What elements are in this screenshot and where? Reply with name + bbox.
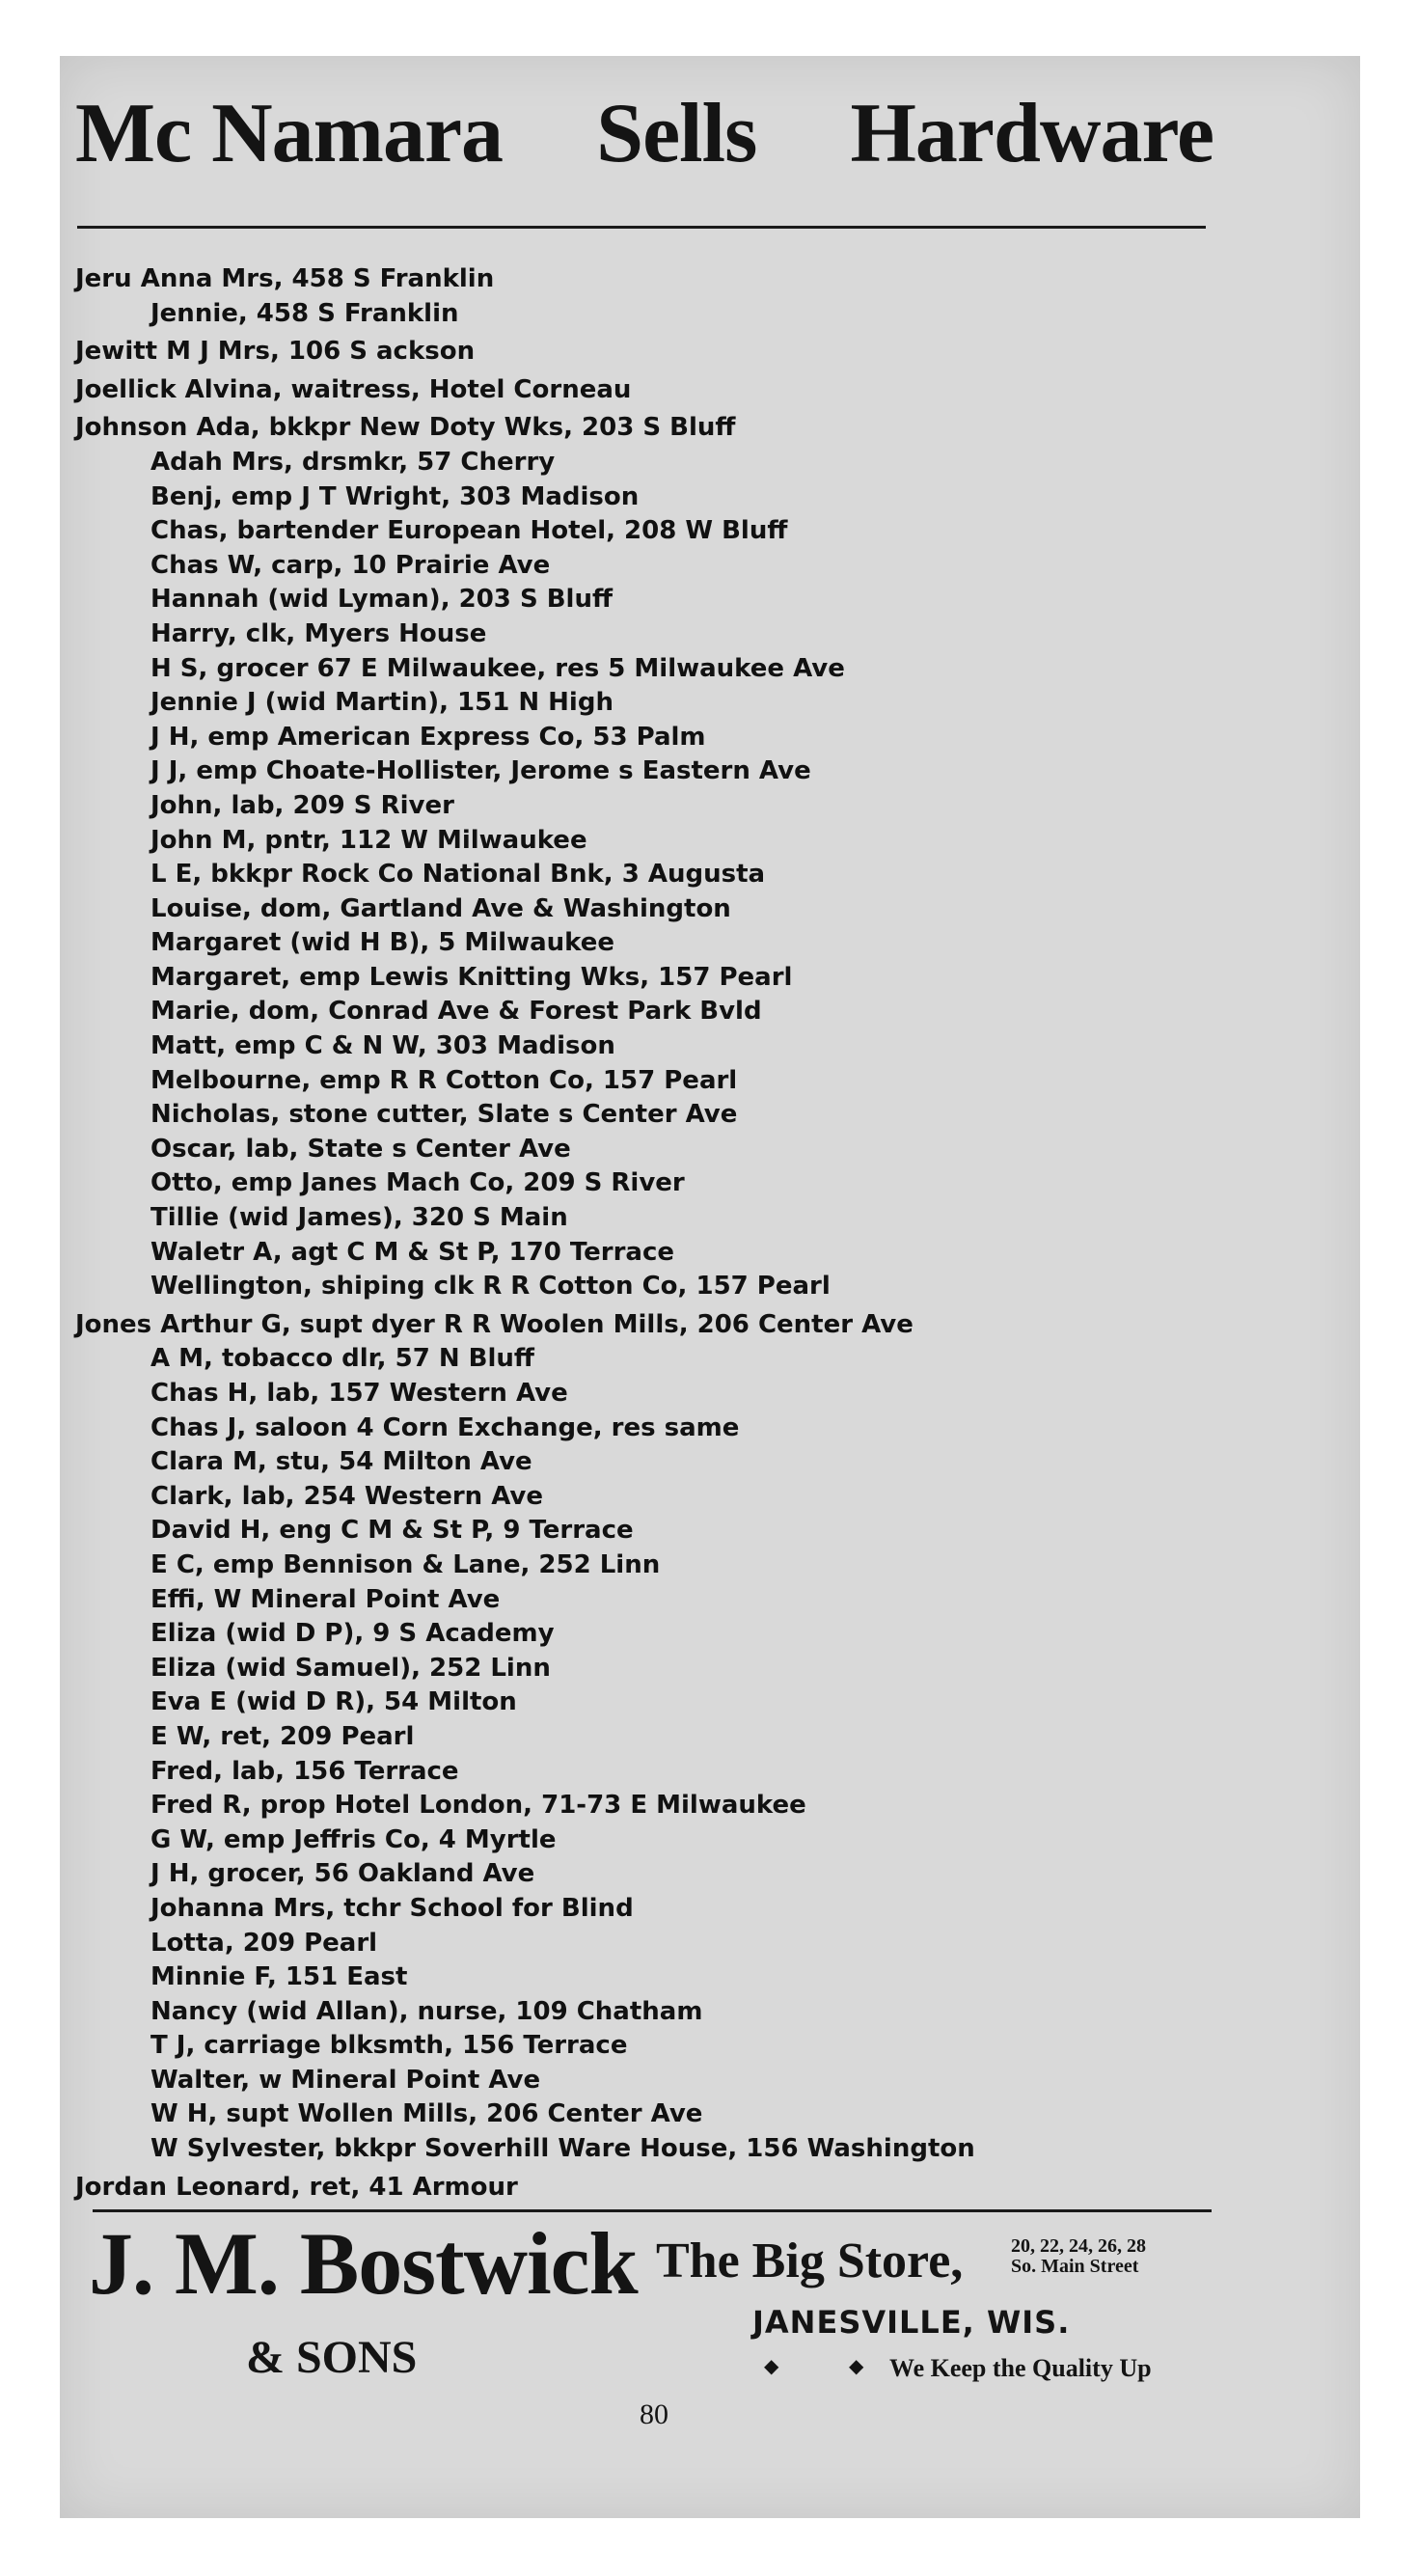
directory-sub-entry: Eva E (wid D R), 54 Milton [150, 1687, 517, 1717]
directory-sub-entry: Waletr A, agt C M & St P, 170 Terrace [150, 1237, 674, 1267]
directory-sub-entry: Fred R, prop Hotel London, 71-73 E Milwaukee [150, 1791, 806, 1821]
directory-sub-entry: E W, ret, 209 Pearl [150, 1721, 415, 1751]
header-word-1: Mc Namara [75, 87, 504, 180]
directory-entry: Jeru Anna Mrs, 458 S Franklin [75, 264, 495, 293]
directory-sub-entry: E C, emp Bennison & Lane, 252 Linn [150, 1549, 661, 1579]
directory-sub-entry: J H, grocer, 56 Oakland Ave [150, 1859, 535, 1889]
directory-sub-entry: Walter, w Mineral Point Ave [150, 2065, 541, 2095]
directory-sub-entry: J H, emp American Express Co, 53 Palm [150, 722, 706, 752]
ornament-icon: ◆ [849, 2356, 864, 2377]
directory-sub-entry: Benj, emp J T Wright, 303 Madison [150, 481, 640, 511]
directory-sub-entry: Oscar, lab, State s Center Ave [150, 1134, 571, 1164]
directory-entry: Johnson Ada, bkkpr New Doty Wks, 203 S Bluff [75, 413, 736, 443]
directory-sub-entry: Effi, W Mineral Point Ave [150, 1584, 501, 1614]
directory-entry: Joellick Alvina, waitress, Hotel Corneau [75, 374, 632, 404]
directory-sub-entry: Melbourne, emp R R Cotton Co, 157 Pearl [150, 1065, 738, 1095]
directory-entry: Jewitt M J Mrs, 106 S ackson [75, 337, 476, 367]
ad-slogan: We Keep the Quality Up [889, 2354, 1152, 2382]
directory-sub-entry: Johanna Mrs, tchr School for Blind [150, 1893, 634, 1923]
header-divider [77, 226, 1206, 229]
directory-sub-entry: Fred, lab, 156 Terrace [150, 1756, 459, 1786]
directory-sub-entry: W H, supt Wollen Mills, 206 Center Ave [150, 2099, 703, 2129]
directory-sub-entry: L E, bkkpr Rock Co National Bnk, 3 Augusta [150, 860, 766, 890]
directory-sub-entry: David H, eng C M & St P, 9 Terrace [150, 1516, 634, 1546]
directory-sub-entry: Louise, dom, Gartland Ave & Washington [150, 893, 731, 923]
footer-divider [93, 2209, 1212, 2212]
page-header [75, 87, 1213, 180]
directory-sub-entry: Nancy (wid Allan), nurse, 109 Chatham [150, 1996, 703, 2026]
ad-store-name: The Big Store, [656, 2233, 964, 2288]
directory-sub-entry: W Sylvester, bkkpr Soverhill Ware House, 156 Washington [150, 2134, 975, 2164]
ad-company-sons: & SONS [246, 2332, 418, 2383]
directory-sub-entry: Minnie F, 151 East [150, 1962, 408, 1992]
directory-entry: Jones Arthur G, supt dyer R R Woolen Mills, 206 Center Ave [75, 1309, 914, 1339]
directory-sub-entry: Nicholas, stone cutter, Slate s Center Ave [150, 1100, 738, 1130]
directory-sub-entry: T J, carriage blksmth, 156 Terrace [150, 2031, 628, 2061]
directory-sub-entry: Tillie (wid James), 320 S Main [150, 1203, 568, 1233]
ornament-icon: ◆ [764, 2356, 779, 2377]
directory-sub-entry: John M, pntr, 112 W Milwaukee [150, 825, 587, 855]
directory-sub-entry: Eliza (wid D P), 9 S Academy [150, 1619, 555, 1649]
directory-sub-entry: Lotta, 209 Pearl [150, 1928, 378, 1958]
header-word-2: Sells [596, 87, 757, 180]
directory-sub-entry: A M, tobacco dlr, 57 N Bluff [150, 1344, 534, 1374]
directory-entries [75, 259, 1271, 2205]
directory-sub-entry: J J, emp Choate-Hollister, Jerome s Eastern Ave [150, 756, 811, 786]
directory-sub-entry: Jennie, 458 S Franklin [150, 298, 459, 328]
directory-sub-entry: Adah Mrs, drsmkr, 57 Cherry [150, 447, 556, 477]
directory-sub-entry: John, lab, 209 S River [150, 790, 454, 820]
ad-city: JANESVILLE, WIS. [752, 2304, 1071, 2341]
header-word-3: Hardware [850, 87, 1213, 180]
directory-sub-entry: Hannah (wid Lyman), 203 S Bluff [150, 585, 614, 615]
directory-sub-entry: Chas, bartender European Hotel, 208 W Bluff [150, 516, 788, 546]
directory-sub-entry: Marie, dom, Conrad Ave & Forest Park Bvld [150, 997, 762, 1027]
directory-sub-entry: G W, emp Jeffris Co, 4 Myrtle [150, 1824, 557, 1854]
directory-sub-entry: Otto, emp Janes Mach Co, 209 S River [150, 1168, 685, 1198]
directory-sub-entry: Harry, clk, Myers House [150, 618, 487, 648]
directory-sub-entry: H S, grocer 67 E Milwaukee, res 5 Milwaukee Ave [150, 653, 845, 683]
directory-sub-entry: Chas J, saloon 4 Corn Exchange, res same [150, 1412, 740, 1442]
directory-sub-entry: Eliza (wid Samuel), 252 Linn [150, 1653, 551, 1683]
directory-sub-entry: Matt, emp C & N W, 303 Madison [150, 1031, 615, 1061]
page-number: 80 [640, 2398, 668, 2430]
ad-store-address: 20, 22, 24, 26, 28 So. Main Street [1011, 2235, 1146, 2277]
directory-sub-entry: Jennie J (wid Martin), 151 N High [150, 688, 614, 718]
directory-sub-entry: Margaret, emp Lewis Knitting Wks, 157 Pearl [150, 962, 793, 992]
directory-sub-entry: Margaret (wid H B), 5 Milwaukee [150, 928, 615, 958]
directory-sub-entry: Wellington, shiping clk R R Cotton Co, 157 Pearl [150, 1272, 831, 1302]
ad-company-name: J. M. Bostwick [89, 2214, 638, 2313]
directory-sub-entry: Chas W, carp, 10 Prairie Ave [150, 550, 551, 580]
directory-sub-entry: Clark, lab, 254 Western Ave [150, 1481, 543, 1511]
directory-sub-entry: Clara M, stu, 54 Milton Ave [150, 1447, 532, 1477]
directory-entry: Jordan Leonard, ret, 41 Armour [75, 2172, 518, 2202]
directory-sub-entry: Chas H, lab, 157 Western Ave [150, 1379, 568, 1408]
